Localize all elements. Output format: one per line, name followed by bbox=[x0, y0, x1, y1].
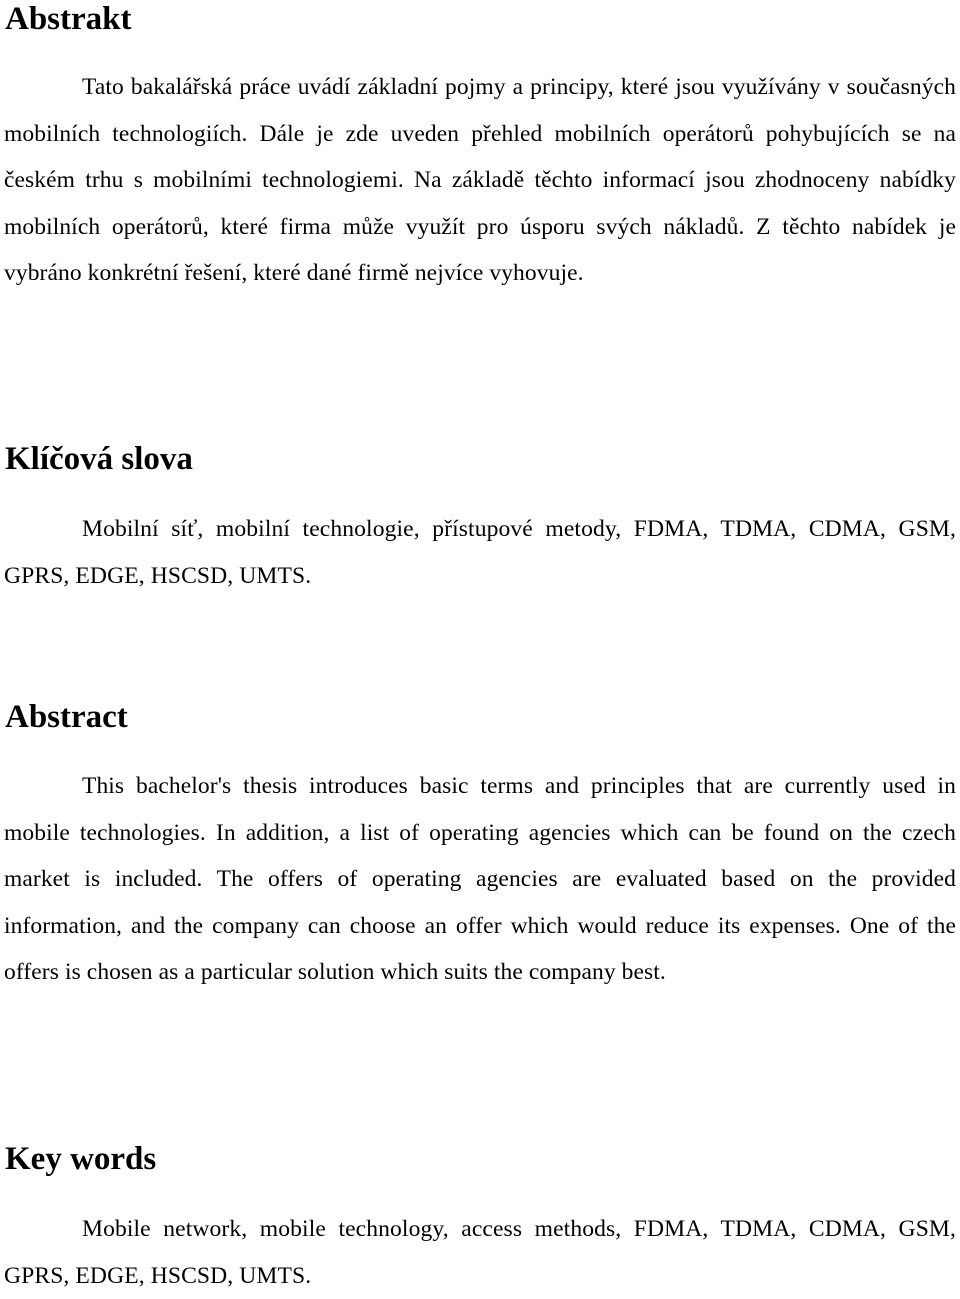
abstrakt-heading: Abstrakt bbox=[5, 1, 132, 37]
abstrakt-paragraph: Tato bakalářská práce uvádí základní pojmy a principy, které jsou využívány v současných mobilních technologiích. Dále je zde uveden přehled mobilních operátorů pohybujících se na českém trhu s mobilními technologiemi. Na základě těchto informací jsou zhodnoceny nabídky mobilních operátorů, které firma může využít pro úsporu svých nákladů. Z těchto nabídek je vybráno konkrétní řešení, které dané firmě nejvíce vyhovuje. bbox=[4, 74, 956, 286]
klicova-slova-heading: Klíčová slova bbox=[5, 441, 193, 477]
abstract-paragraph: This bachelor's thesis introduces basic terms and principles that are currently used in mobile technologies. In addition, a list of operating agencies which can be found on the czech market is included. The offers of operating agencies are evaluated based on the provided information, and the company can choose an offer which would reduce its expenses. One of the offers is chosen as a particular solution which suits the company best. bbox=[4, 773, 956, 985]
key-words-heading: Key words bbox=[5, 1141, 157, 1177]
abstract-heading: Abstract bbox=[5, 699, 128, 735]
klicova-slova-paragraph: Mobilní síť, mobilní technologie, přístupové metody, FDMA, TDMA, CDMA, GSM, GPRS, EDGE, HSCSD, UMTS. bbox=[4, 516, 956, 589]
key-words-paragraph: Mobile network, mobile technology, access methods, FDMA, TDMA, CDMA, GSM, GPRS, EDGE, HSCSD, UMTS. bbox=[4, 1216, 956, 1289]
